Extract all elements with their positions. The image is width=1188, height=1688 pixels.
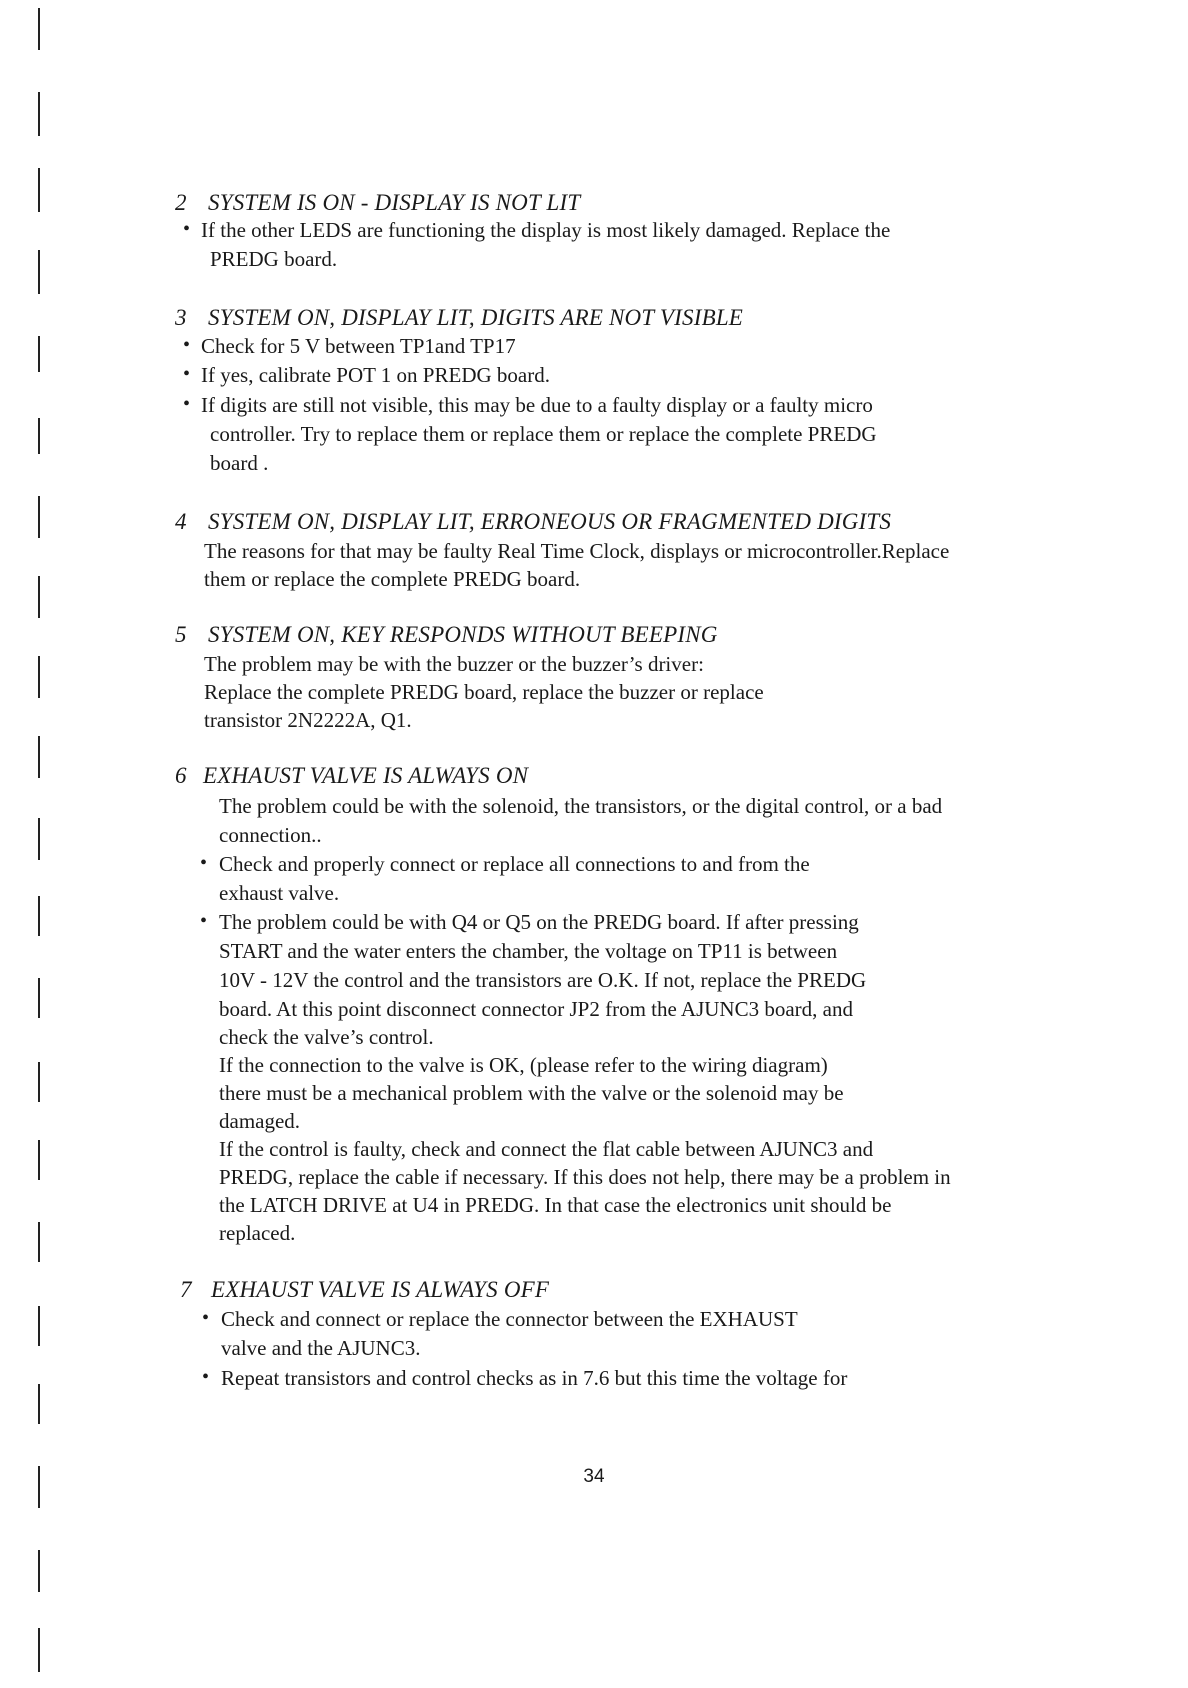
text-line: transistor 2N2222A, Q1.: [204, 708, 412, 732]
text-line: The problem could be with the solenoid, the transistors, or the digital control, or a bad: [219, 794, 943, 818]
section-title: EXHAUST VALVE IS ALWAYS ON: [203, 763, 529, 788]
binding-mark: [38, 1306, 40, 1346]
binding-mark: [38, 250, 40, 294]
text-line: Check and properly connect or replace all connections to and from the: [219, 852, 810, 876]
binding-mark: [38, 576, 40, 618]
text-line: replaced.: [219, 1221, 296, 1245]
text-line: The reasons for that may be faulty Real Time Clock, displays or microcontroller.Replace: [204, 539, 950, 563]
text-line: START and the water enters the chamber, the voltage on TP11 is between: [219, 939, 838, 963]
text-line: If digits are still not visible, this may be due to a faulty display or a faulty micro: [201, 393, 873, 417]
section-title: SYSTEM ON, DISPLAY LIT, ERRONEOUS OR FRAGMENTED DIGITS: [208, 509, 892, 534]
bullet-icon: •: [202, 1307, 210, 1329]
binding-mark: [38, 8, 40, 50]
binding-mark: [38, 1140, 40, 1180]
text-line: PREDG board.: [210, 247, 338, 271]
binding-mark: [38, 896, 40, 936]
binding-mark: [38, 1222, 40, 1262]
section-title: SYSTEM ON, DISPLAY LIT, DIGITS ARE NOT VISIBLE: [208, 305, 744, 330]
text-line: Check and connect or replace the connector between the EXHAUST: [221, 1307, 798, 1331]
section-heading: [175, 622, 718, 648]
binding-mark: [38, 978, 40, 1018]
text-line: The problem may be with the buzzer or the buzzer’s driver:: [204, 652, 704, 676]
bullet-icon: •: [202, 1366, 210, 1388]
section-title: SYSTEM IS ON - DISPLAY IS NOT LIT: [208, 190, 581, 215]
bullet-icon: •: [200, 910, 208, 932]
section-number: 7: [180, 1277, 192, 1302]
text-line: board. At this point disconnect connector JP2 from the AJUNC3 board, and: [219, 997, 853, 1021]
binding-mark: [38, 336, 40, 372]
binding-mark: [38, 736, 40, 778]
bullet-icon: •: [183, 393, 191, 415]
bullet-icon: •: [200, 852, 208, 874]
section-number: 5: [175, 622, 187, 647]
section-heading: [175, 509, 891, 535]
text-line: PREDG, replace the cable if necessary. If this does not help, there may be a problem in: [219, 1165, 951, 1189]
text-line: The problem could be with Q4 or Q5 on the PREDG board. If after pressing: [219, 910, 859, 934]
text-line: If yes, calibrate POT 1 on PREDG board.: [201, 363, 550, 387]
binding-mark: [38, 1628, 40, 1672]
text-line: Replace the complete PREDG board, replace the buzzer or replace: [204, 680, 764, 704]
section-heading: [180, 1277, 549, 1303]
text-line: Check for 5 V between TP1and TP17: [201, 334, 516, 358]
binding-mark: [38, 418, 40, 454]
page-number: 34: [583, 1466, 605, 1487]
section-number: 4: [175, 509, 187, 534]
section-title: SYSTEM ON, KEY RESPONDS WITHOUT BEEPING: [208, 622, 718, 647]
binding-mark: [38, 92, 40, 136]
text-line: 10V - 12V the control and the transistors are O.K. If not, replace the PREDG: [219, 968, 867, 992]
section-number: 2: [175, 190, 187, 215]
binding-mark: [38, 818, 40, 860]
text-line: connection..: [219, 823, 322, 847]
binding-mark: [38, 168, 40, 212]
text-line: damaged.: [219, 1109, 301, 1133]
text-line: If the other LEDS are functioning the display is most likely damaged. Replace the: [201, 218, 891, 242]
binding-mark: [38, 1384, 40, 1424]
binding-mark: [38, 656, 40, 698]
section-title: EXHAUST VALVE IS ALWAYS OFF: [211, 1277, 550, 1302]
text-line: If the control is faulty, check and connect the flat cable between AJUNC3 and: [219, 1137, 874, 1161]
text-line: valve and the AJUNC3.: [221, 1336, 421, 1360]
text-line: Repeat transistors and control checks as in 7.6 but this time the voltage for: [221, 1366, 848, 1390]
bullet-icon: •: [183, 334, 191, 356]
section-heading: [175, 763, 528, 789]
text-line: there must be a mechanical problem with the valve or the solenoid may be: [219, 1081, 844, 1105]
bullet-icon: •: [183, 363, 191, 385]
text-line: If the connection to the valve is OK, (please refer to the wiring diagram): [219, 1053, 828, 1077]
text-line: board .: [210, 451, 269, 475]
binding-mark: [38, 1062, 40, 1102]
binding-mark: [38, 496, 40, 538]
binding-mark: [38, 1550, 40, 1592]
text-line: check the valve’s control.: [219, 1025, 434, 1049]
section-heading: [175, 305, 743, 331]
text-line: exhaust valve.: [219, 881, 340, 905]
text-line: them or replace the complete PREDG board.: [204, 567, 581, 591]
section-number: 3: [175, 305, 187, 330]
section-heading: [175, 190, 580, 216]
text-line: the LATCH DRIVE at U4 in PREDG. In that case the electronics unit should be: [219, 1193, 892, 1217]
bullet-icon: •: [183, 218, 191, 240]
section-number: 6: [175, 763, 187, 788]
text-line: controller. Try to replace them or replace them or replace the complete PREDG: [210, 422, 877, 446]
